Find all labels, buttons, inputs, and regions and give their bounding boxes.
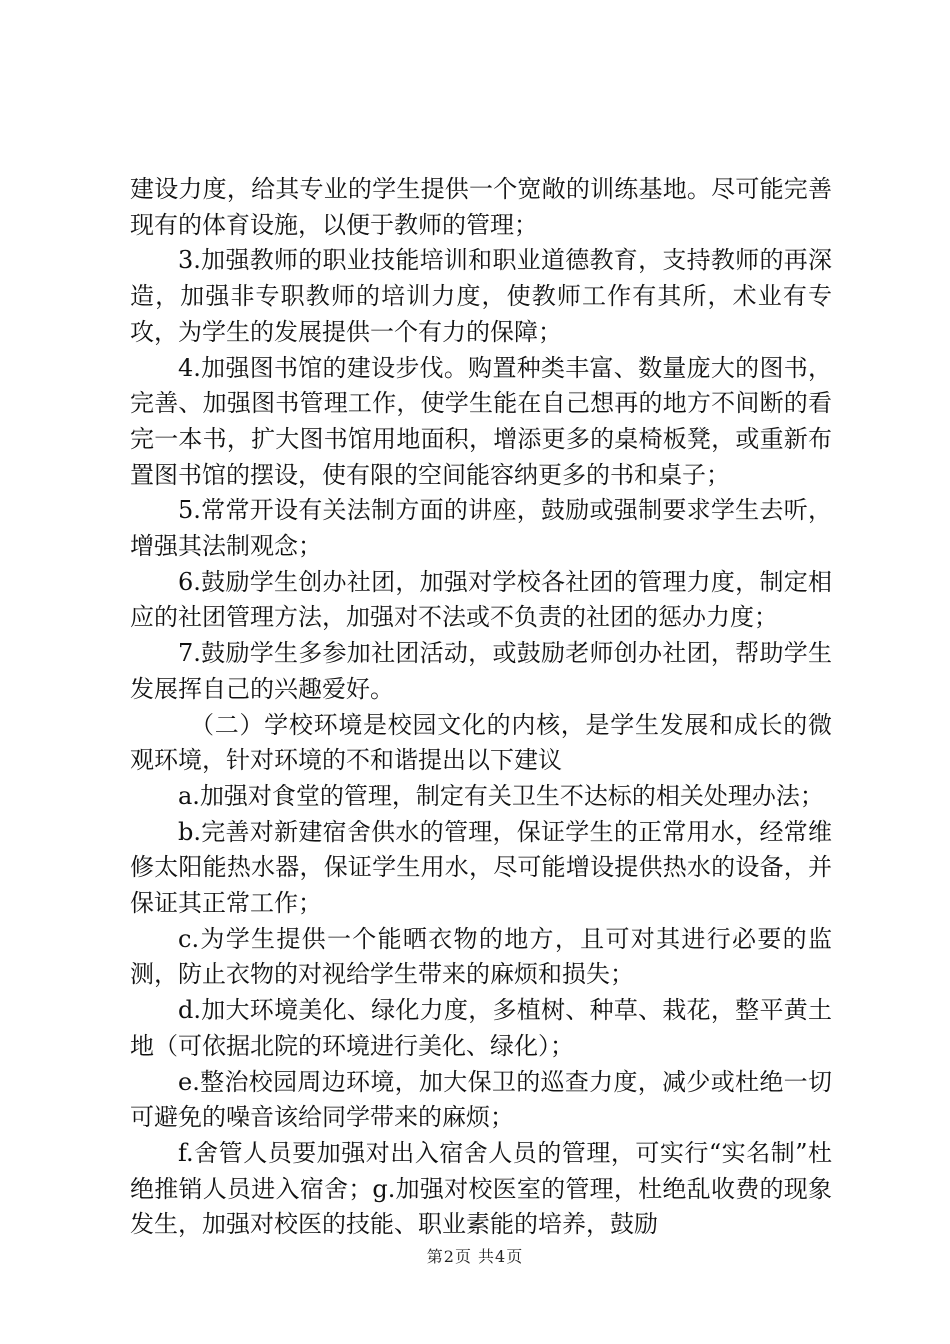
paragraph-e: e.整治校园周边环境，加大保卫的巡查力度，减少或杜绝一切可避免的噪音该给同学带来的麻烦； — [130, 1067, 832, 1132]
paragraph-3: 4.加强图书馆的建设步伐。购置种类丰富、数量庞大的图书，完善、加强图书管理工作，使学生能在自己想再的地方不间断的看完一本书，扩大图书馆用地面积，增添更多的桌椅板凳，或重新布置图书馆的摆设，使有限的空间能容纳更多的书和桌子； — [130, 353, 832, 489]
paragraph-c: c.为学生提供一个能晒衣物的地方，且可对其进行必要的监测，防止衣物的对视给学生带来的麻烦和损失； — [130, 924, 832, 989]
paragraph-6: 7.鼓励学生多参加社团活动，或鼓励老师创办社团，帮助学生发展挥自己的兴趣爱好。 — [130, 639, 832, 703]
paragraph-2: 3.加强教师的职业技能培训和职业道德教育，支持教师的再深造，加强非专职教师的培训力度，使教师工作有其所，术业有专攻，为学生的发展提供一个有力的保障； — [130, 246, 832, 346]
paragraph-4: 5.常常开设有关法制方面的讲座，鼓励或强制要求学生去听，增强其法制观念； — [130, 496, 832, 561]
paragraph-b: b.完善对新建宿舍供水的管理，保证学生的正常用水，经常维修太阳能热水器，保证学生用水，尽可能增设提供热水的设备，并保证其正常工作； — [130, 817, 832, 918]
paragraph-a: a.加强对食堂的管理，制定有关卫生不达标的相关处理办法； — [178, 781, 824, 810]
document-body — [130, 172, 832, 1243]
paragraph-1: 建设力度，给其专业的学生提供一个宽敞的训练基地。尽可能完善现有的体育设施，以便于教师的管理； — [130, 175, 832, 239]
section-heading-2: （二）学校环境是校园文化的内核，是学生发展和成长的微观环境，针对环境的不和谐提出以下建议 — [130, 710, 832, 775]
paragraph-d: d.加大环境美化、绿化力度，多植树、种草、栽花，整平黄土地（可依据北院的环境进行美化、绿化）； — [130, 996, 832, 1060]
paragraph-f: f.舍管人员要加强对出入宿舍人员的管理，可实行“实名制”杜绝推销人员进入宿舍；g.加强对校医室的管理，杜绝乱收费的现象发生，加强对校医的技能、职业素能的培养，鼓励 — [130, 1138, 832, 1239]
page-number-footer: 第2页 共4页 — [426, 1247, 524, 1266]
paragraph-5: 6.鼓励学生创办社团，加强对学校各社团的管理力度，制定相应的社团管理方法，加强对不法或不负责的社团的惩办力度； — [130, 567, 832, 632]
